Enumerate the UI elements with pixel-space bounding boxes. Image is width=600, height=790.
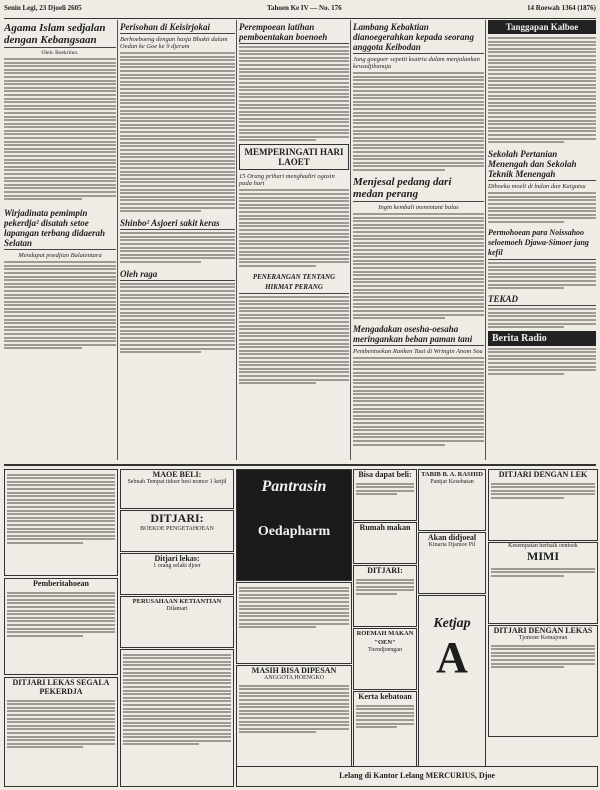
ad-title: Rumah makan xyxy=(359,523,411,532)
ad-pantrasin xyxy=(236,469,352,581)
article-subheadline: 15 Orang prihari menghadiri ogasin pada hari xyxy=(239,173,335,188)
ad-perusahaan xyxy=(120,596,234,648)
article-byline: Oleh: Boekrimo. xyxy=(41,50,79,56)
ad-ketjap xyxy=(418,595,486,787)
ad-lelang-banner xyxy=(236,766,598,787)
ad-ditjari-2 xyxy=(353,565,417,627)
ad-title: Lelang di Kantor Lelang MERCURIUS, Djoe xyxy=(339,771,495,780)
ad-body: Kesempatan berbaik oentoek xyxy=(508,543,578,549)
column-rule xyxy=(236,20,237,460)
article-subheadline: Mendapat poedjian Balatentara xyxy=(18,252,102,260)
classified-ads xyxy=(236,582,352,664)
article-headline: Permohoean para Noissahoo seloemoeh Djawa-Simoer jang kefil xyxy=(488,226,596,260)
article-headline-boxed: MEMPERINGATI HARI LAOET xyxy=(239,144,349,170)
column-4 xyxy=(353,20,484,460)
masthead-hijri-date: 14 Roewah 1364 (1876) xyxy=(526,4,596,12)
ad-brand-sub: Oedapharm xyxy=(257,524,331,539)
ad-title: TABIB B. A. RASHID xyxy=(421,471,483,478)
article-body xyxy=(353,72,484,171)
article-headline: Perempoean latihan pemboentakan boenoeh xyxy=(239,20,349,44)
column-rule xyxy=(350,20,351,460)
article-body xyxy=(120,52,235,212)
ad-maoe-beli xyxy=(120,469,234,509)
article-body xyxy=(120,232,235,263)
column-rule xyxy=(117,20,118,460)
article-body xyxy=(239,46,349,141)
ad-body: Kinaria Djamoe Pil xyxy=(428,542,476,548)
ad-title: Akan didjoeal xyxy=(427,533,477,542)
ad-title: Pemberitahoean xyxy=(33,579,89,588)
article-headline: Oleh raga xyxy=(120,267,235,281)
notice-ad xyxy=(4,578,118,675)
advertisements-section xyxy=(4,464,596,788)
ad-ditjari xyxy=(120,510,234,552)
article-headline: Sekolah Pertanian Menengah dan Sekolah Teknik Menengah xyxy=(488,147,596,181)
article-subheadline: Jang goegoer sepetti ksatria dalam menjalankan kewadjibanuja xyxy=(353,56,480,70)
ad-title: ROEMAH MAKAN "OEN" xyxy=(356,630,414,646)
ad-body: BOEKOE PENGETAHOEAN xyxy=(140,526,214,532)
masthead-issue: Tahoen Ke IV — No. 176 xyxy=(266,4,342,12)
ad-title: Kerta kebatoan xyxy=(358,692,412,701)
ad-mode-didjoeal xyxy=(353,522,417,564)
ad-title: MASIH BISA DIPESAN xyxy=(251,666,337,675)
ad-title: DITJARI DENGAN LEKAS xyxy=(493,626,593,635)
ad-title: DITJARI: xyxy=(150,511,204,525)
article-headline: Wirjadinata pemimpin pekerdja² disatah setoe lapangan terbang didaerah Selatan xyxy=(4,206,116,250)
ad-title: DITJARI: xyxy=(367,566,403,575)
notice-ad xyxy=(4,677,118,787)
ad-body: Toendjoengan xyxy=(368,647,402,653)
ad-title: Ditjari lekas: xyxy=(154,554,200,563)
ad-title: MIMI xyxy=(527,549,559,563)
classified-ads xyxy=(120,649,234,787)
article-body xyxy=(239,296,349,384)
article-subheadline: Berhoeboeng dengan hasja Bhakti dalam Oedan ke Goe ke 9 djeram xyxy=(120,36,228,50)
article-body xyxy=(488,308,596,328)
ad-roemah-makan xyxy=(353,628,417,690)
article-body xyxy=(239,189,349,266)
article-headline: PENERANGAN TENTANG HIKMAT PERANG xyxy=(239,270,349,294)
article-headline: Perisohan di Keisirjokai xyxy=(120,20,235,34)
ad-brand: Pantrasin xyxy=(261,478,327,495)
ad-title: PERUSAHAAN KETIANTIAN xyxy=(132,598,222,605)
sports-results xyxy=(120,283,235,353)
column-rule xyxy=(485,20,486,460)
article-body xyxy=(353,357,484,445)
ad-body: ANGGOTA HOENGKO xyxy=(263,675,324,681)
ad-mimi xyxy=(488,542,598,624)
ad-body: 1 orang selaki djoer xyxy=(153,563,201,569)
ad-bisa-dapat-beli xyxy=(353,469,417,521)
newspaper-page xyxy=(4,20,596,786)
article-subheadline: Pembentoekan Ranken Taui di Wringin Anom Sou xyxy=(353,348,483,356)
ad-ditjari-lekas xyxy=(120,553,234,595)
article-headline: Agama Islam sedjalan dengan Kebangsaan xyxy=(4,20,116,48)
column-1 xyxy=(4,20,116,460)
ad-ditjari-dengan-lekas xyxy=(488,469,598,541)
radio-schedule xyxy=(488,348,596,375)
ad-title: MAOE BELI: xyxy=(152,470,202,479)
article-headline: Shinbo² Asjoeri sakit keras xyxy=(120,216,235,230)
article-subheadline: Diboeka moeli di bulan dan Kaigatsu xyxy=(488,183,586,191)
article-subheadline: Ingin kembali menentant balas xyxy=(378,204,459,212)
article-body xyxy=(4,261,116,349)
section-title: TEKAD xyxy=(488,292,596,306)
article-body xyxy=(4,58,116,200)
ad-body: Sebuah Tempat tidoer besi nomor 1 ketjil xyxy=(127,479,227,485)
ad-brand: Ketjap xyxy=(433,616,471,631)
article-headline: Lambang Kebaktian dianoegerahkan kepada seorang anggota Keibodan xyxy=(353,20,484,54)
ad-akan-didjoeal xyxy=(418,532,486,594)
classified-ad xyxy=(4,469,118,576)
ad-title: Bisa dapat beli: xyxy=(358,470,412,479)
article-body xyxy=(488,262,596,289)
ad-body: Dilamari xyxy=(166,606,188,612)
ad-body: Pantjar Kesehatan xyxy=(430,479,474,485)
masthead xyxy=(4,4,596,19)
column-3 xyxy=(239,20,349,460)
ad-title: DITJARI DENGAN LEK xyxy=(498,470,588,479)
radio-news-banner: Berita Radio xyxy=(488,331,596,346)
column-5 xyxy=(488,20,596,460)
ad-title: DITJARI LEKAS SEGALA PEKERDJA xyxy=(12,678,110,696)
article-body xyxy=(488,192,596,223)
article-headline: Menjesal pedang dari medan perang xyxy=(353,174,484,202)
ad-ditjari-dengan-lekas-2 xyxy=(488,625,598,737)
column-banner: Tanggapan Kalboe xyxy=(488,20,596,34)
column-2 xyxy=(120,20,235,460)
ad-tabib xyxy=(418,469,486,531)
masthead-date: Senin Legi, 23 Djoeli 2605 xyxy=(4,4,82,12)
article-headline: Mengadakan osesha-oesaha meringankan beban paman tani xyxy=(353,322,484,346)
ad-brand-mark: A xyxy=(436,633,468,682)
article-body xyxy=(488,37,596,143)
article-body xyxy=(353,213,484,319)
ad-body: Tjomoer Kemajoran xyxy=(518,635,568,641)
